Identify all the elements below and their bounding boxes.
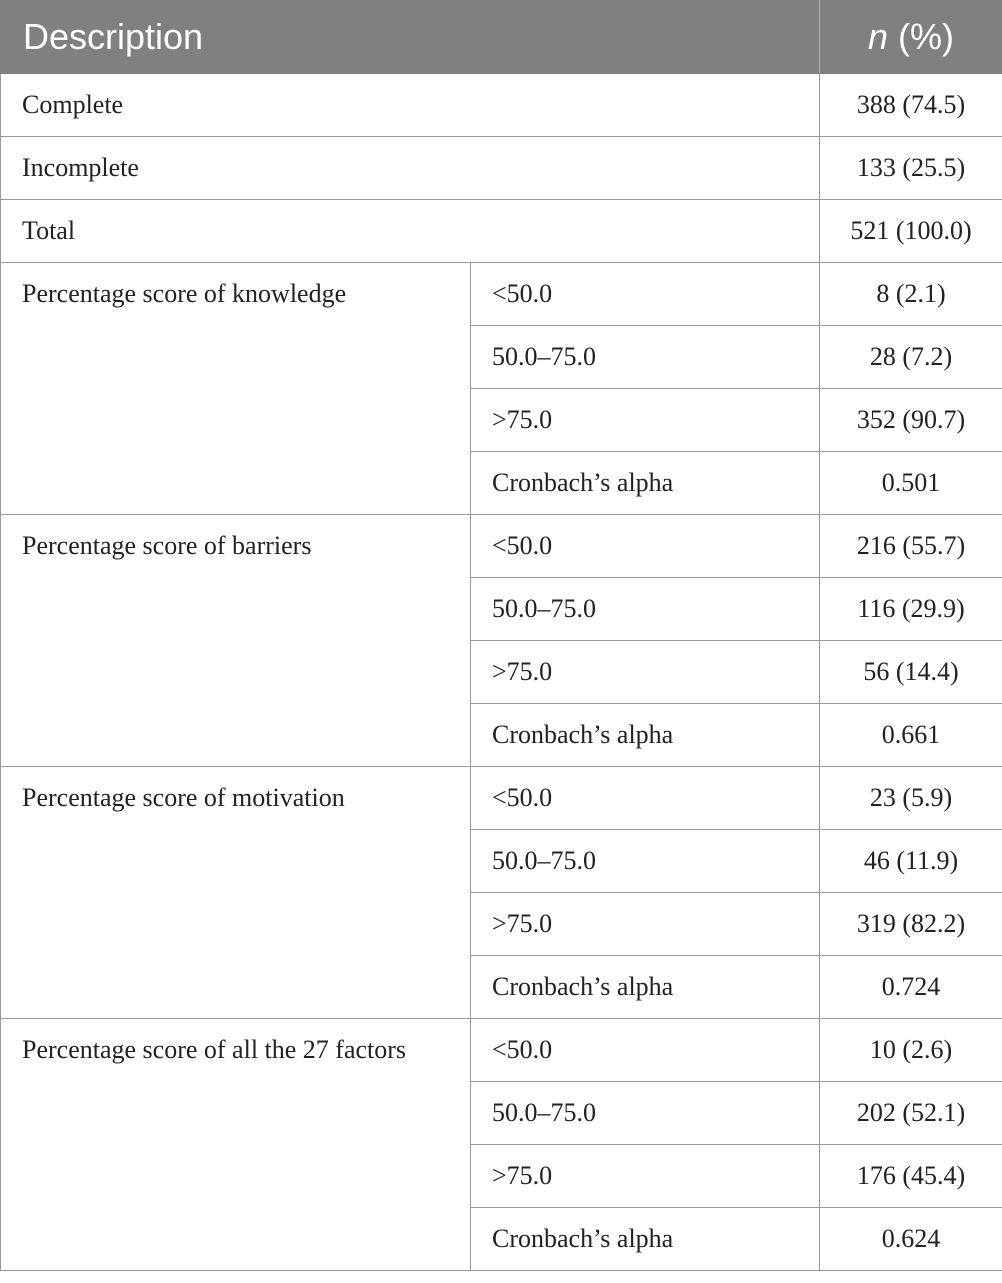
table-row — [1, 1019, 1002, 1082]
row-value: 8 (2.1) — [820, 263, 1002, 326]
sub-label: >75.0 — [471, 1145, 820, 1208]
sub-label: Cronbach’s alpha — [471, 704, 820, 767]
row-value: 56 (14.4) — [820, 641, 1002, 704]
group-label-barriers: Percentage score of barriers — [1, 515, 471, 767]
group-label-all-factors: Percentage score of all the 27 factors — [1, 1019, 471, 1271]
group-label-knowledge: Percentage score of knowledge — [1, 263, 471, 515]
table-row — [1, 137, 1002, 200]
table-row — [1, 200, 1002, 263]
row-value: 133 (25.5) — [820, 137, 1002, 200]
header-description: Description — [1, 1, 820, 74]
row-label: Incomplete — [1, 137, 820, 200]
row-value: 23 (5.9) — [820, 767, 1002, 830]
header-n: n — [868, 16, 889, 57]
row-value: 216 (55.7) — [820, 515, 1002, 578]
row-value: 352 (90.7) — [820, 389, 1002, 452]
sub-label: <50.0 — [471, 515, 820, 578]
sub-label: Cronbach’s alpha — [471, 1208, 820, 1271]
sub-label: 50.0–75.0 — [471, 326, 820, 389]
row-value: 521 (100.0) — [820, 200, 1002, 263]
table-row — [1, 767, 1002, 830]
row-value: 46 (11.9) — [820, 830, 1002, 893]
sub-label: 50.0–75.0 — [471, 830, 820, 893]
row-value: 202 (52.1) — [820, 1082, 1002, 1145]
row-value: 0.724 — [820, 956, 1002, 1019]
group-label-motivation: Percentage score of motivation — [1, 767, 471, 1019]
sub-label: >75.0 — [471, 893, 820, 956]
sub-label: >75.0 — [471, 641, 820, 704]
sub-label: Cronbach’s alpha — [471, 956, 820, 1019]
table-row — [1, 74, 1002, 137]
row-value: 0.624 — [820, 1208, 1002, 1271]
row-value: 116 (29.9) — [820, 578, 1002, 641]
sub-label: <50.0 — [471, 263, 820, 326]
header-row — [1, 1, 1002, 74]
row-value: 388 (74.5) — [820, 74, 1002, 137]
sub-label: Cronbach’s alpha — [471, 452, 820, 515]
row-value: 176 (45.4) — [820, 1145, 1002, 1208]
row-label: Total — [1, 200, 820, 263]
row-value: 10 (2.6) — [820, 1019, 1002, 1082]
sub-label: <50.0 — [471, 767, 820, 830]
row-value: 0.501 — [820, 452, 1002, 515]
table-row — [1, 263, 1002, 326]
sub-label: 50.0–75.0 — [471, 1082, 820, 1145]
sub-label: <50.0 — [471, 1019, 820, 1082]
header-n-percent — [820, 1, 1002, 74]
table-row — [1, 515, 1002, 578]
header-percent: (%) — [888, 16, 955, 57]
row-value: 319 (82.2) — [820, 893, 1002, 956]
sub-label: >75.0 — [471, 389, 820, 452]
sub-label: 50.0–75.0 — [471, 578, 820, 641]
row-value: 0.661 — [820, 704, 1002, 767]
row-label: Complete — [1, 74, 820, 137]
row-value: 28 (7.2) — [820, 326, 1002, 389]
